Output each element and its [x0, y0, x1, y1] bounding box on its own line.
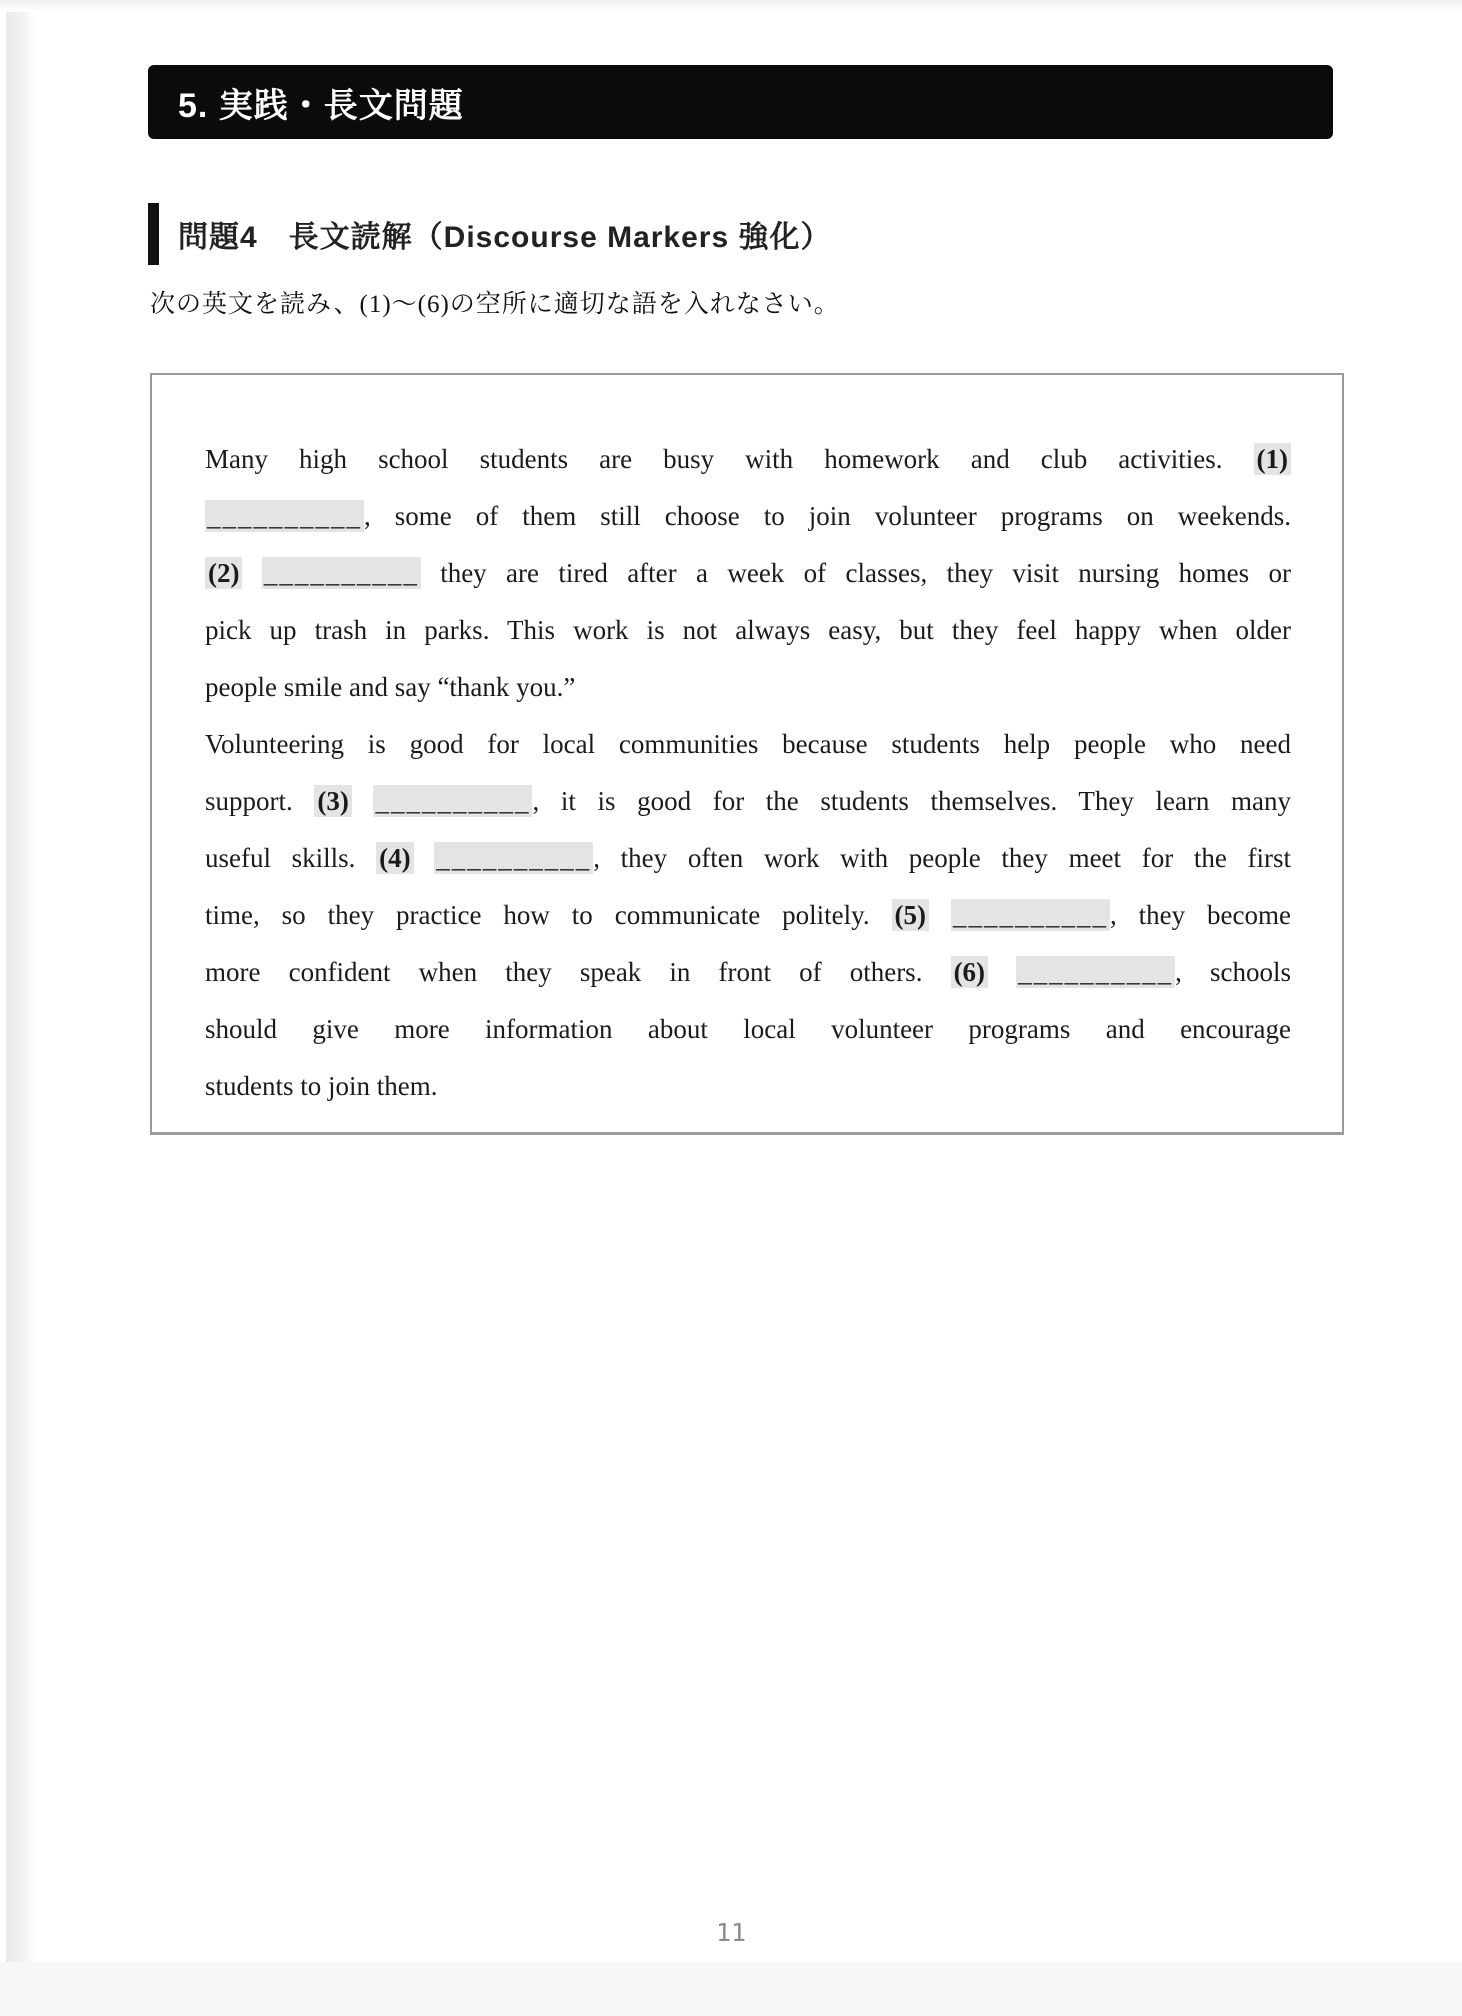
- page-left-edge-shadow: [6, 0, 36, 2016]
- passage-text: [205, 431, 1291, 1115]
- blank-marker: (1): [1254, 443, 1291, 475]
- passage-line: useful skills. (4) __________, they often work with people they meet for the first: [205, 843, 1291, 873]
- chapter-title: 5. 実践・長文問題: [178, 86, 464, 125]
- page-top-edge-shadow: [0, 0, 1462, 12]
- blank-marker: (3): [314, 785, 351, 817]
- passage-box: [150, 373, 1344, 1135]
- passage-line: students to join them.: [205, 1071, 438, 1101]
- blank-underline: __________: [263, 558, 419, 588]
- chapter-header-bar: [148, 65, 1333, 139]
- blank-marker: (5): [892, 899, 929, 931]
- passage-line: Volunteering is good for local communities because students help people who need: [205, 729, 1291, 759]
- passage-line: (2) __________ they are tired after a week of classes, they visit nursing homes or: [205, 545, 1291, 602]
- passage-line: Many high school students are busy with homework and club activities. (1): [205, 431, 1291, 488]
- blank-marker: (6): [951, 956, 988, 988]
- blank-marker: (2): [205, 557, 242, 589]
- passage-line: people smile and say “thank you.”: [205, 672, 576, 702]
- instruction-text: 次の英文を読み、(1)～(6)の空所に適切な語を入れなさい。: [150, 291, 840, 318]
- page-bottom-edge: [0, 1962, 1462, 2016]
- passage-line: __________, some of them still choose to join volunteer programs on weekends.: [207, 501, 1291, 531]
- page-number: 11: [715, 1918, 747, 1947]
- blank-marker: (4): [376, 842, 413, 874]
- blank-underline: __________: [207, 501, 362, 531]
- blank-underline: __________: [436, 843, 592, 873]
- passage-line: support. (3) __________, it is good for the students themselves. They learn many: [205, 786, 1292, 816]
- blank-underline: __________: [952, 900, 1108, 930]
- heading-accent-bar: [148, 203, 159, 265]
- passage-line: pick up trash in parks. This work is not always easy, but they feel happy when older: [205, 615, 1291, 645]
- section-title: 問題4 長文読解（Discourse Markers 強化）: [178, 221, 832, 254]
- passage-line: should give more information about local volunteer programs and encourage: [205, 1014, 1291, 1044]
- blank-underline: __________: [1018, 957, 1174, 987]
- blank-underline: __________: [375, 786, 531, 816]
- section-heading: [148, 203, 832, 265]
- passage-line: more confident when they speak in front of others. (6) __________, schools: [205, 957, 1292, 987]
- passage-line: time, so they practice how to communicate politely. (5) __________, they become: [205, 900, 1291, 930]
